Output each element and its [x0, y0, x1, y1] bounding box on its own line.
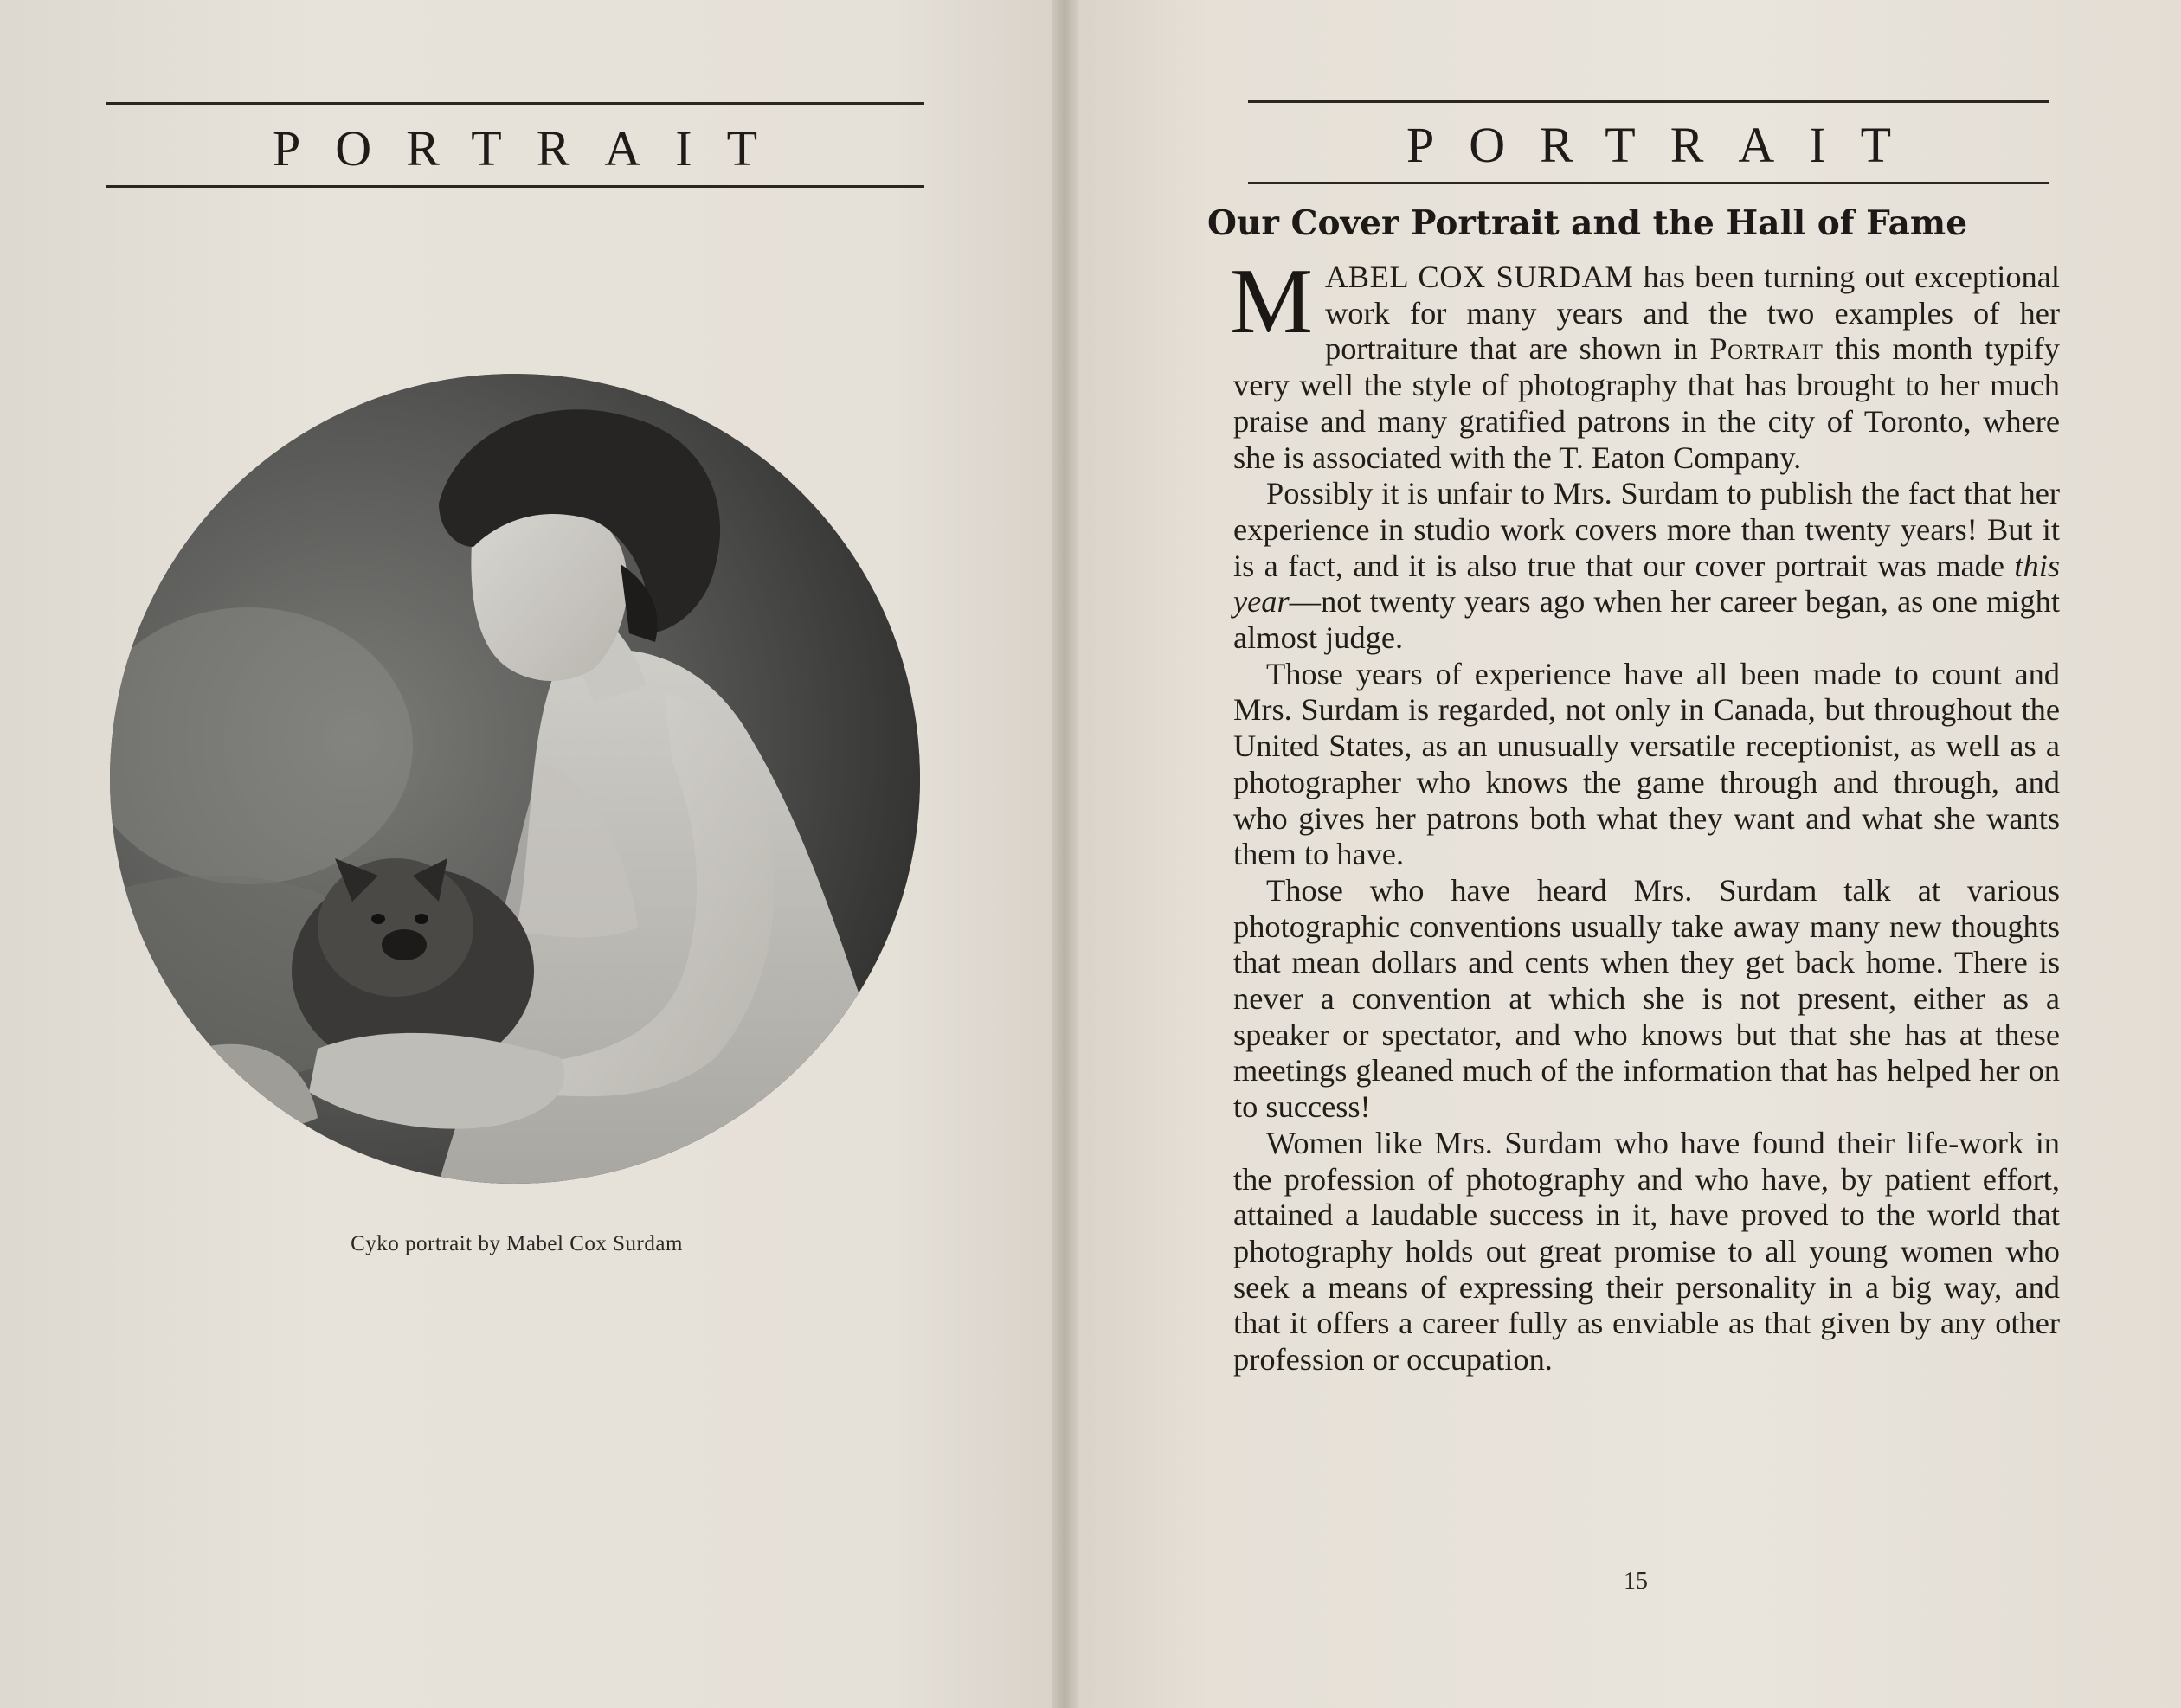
paragraph-4: Those who have heard Mrs. Surdam talk at various photographic conventions usually take away many new thoughts that mean dollars and cents when they get back home. There is never a convention at which she is not present, either as a speaker or spectator, and who knows but that she has at these meetings gleaned much of the information that has helped her on to success!: [1233, 872, 2060, 1125]
lead-caps: ABEL COX SURDAM: [1325, 260, 1634, 294]
running-head: PORTRAIT: [272, 120, 793, 177]
article-title: Our Cover Portrait and the Hall of Fame: [1207, 203, 1968, 243]
top-rule-right: [1248, 100, 2049, 103]
paragraph-2-text-a: Possibly it is unfair to Mrs. Surdam to publish the fact that her experience in studio work covers more than twenty years! But it is a fact, and it is also true that our cover portrait was made: [1233, 476, 2060, 583]
paragraph-5: Women like Mrs. Surdam who have found their life-work in the profession of photography and who have, by patient effort, attained a laudable success in it, have proved to the world that photography holds out great promise to all young women who seek a means of expressing their personality in a big way, and that it offers a career fully as enviable as that given by any other profession or occupation.: [1233, 1125, 2060, 1377]
left-page: [0, 0, 1052, 1708]
paragraph-2: [1233, 476, 2060, 657]
bottom-rule: [106, 185, 924, 188]
paragraph-1-text-b: this month typify very well the style of photography that has brought to her much praise and many gratified patrons in the city of Toronto, where she is associated with the T. Eaton Company.: [1233, 331, 2060, 475]
top-rule: [106, 102, 924, 105]
portrait-illustration: [110, 374, 920, 1184]
magazine-name: Portrait: [1709, 331, 1824, 367]
drop-cap: M: [1230, 250, 1314, 353]
paragraph-3: Those years of experience have all been made to count and Mrs. Surdam is regarded, not only in Canada, but throughout the United States, as an unusually versatile receptionist, as well as a photographer who knows the game through and through, and who gives her patrons both what they want and what she wants them to have.: [1233, 656, 2060, 872]
circular-portrait-photo: [110, 374, 920, 1184]
paragraph-1-text-a: has been turning out exceptional work for many years and the two examples of her portraiture that are shown in: [1325, 260, 2060, 367]
bottom-rule-right: [1248, 182, 2049, 184]
paragraph-2-text-b: —not twenty years ago when her career began, as one might almost judge.: [1233, 584, 2060, 656]
page-number: 15: [1624, 1568, 1648, 1595]
paragraph-1: [1230, 250, 2060, 476]
photo-caption: Cyko portrait by Mabel Cox Surdam: [351, 1232, 683, 1255]
running-head-right: PORTRAIT: [1406, 117, 1927, 173]
paragraph-2-italic: this year: [1233, 548, 2060, 620]
article-body: [1230, 250, 2060, 1378]
book-gutter: [1052, 0, 1078, 1708]
